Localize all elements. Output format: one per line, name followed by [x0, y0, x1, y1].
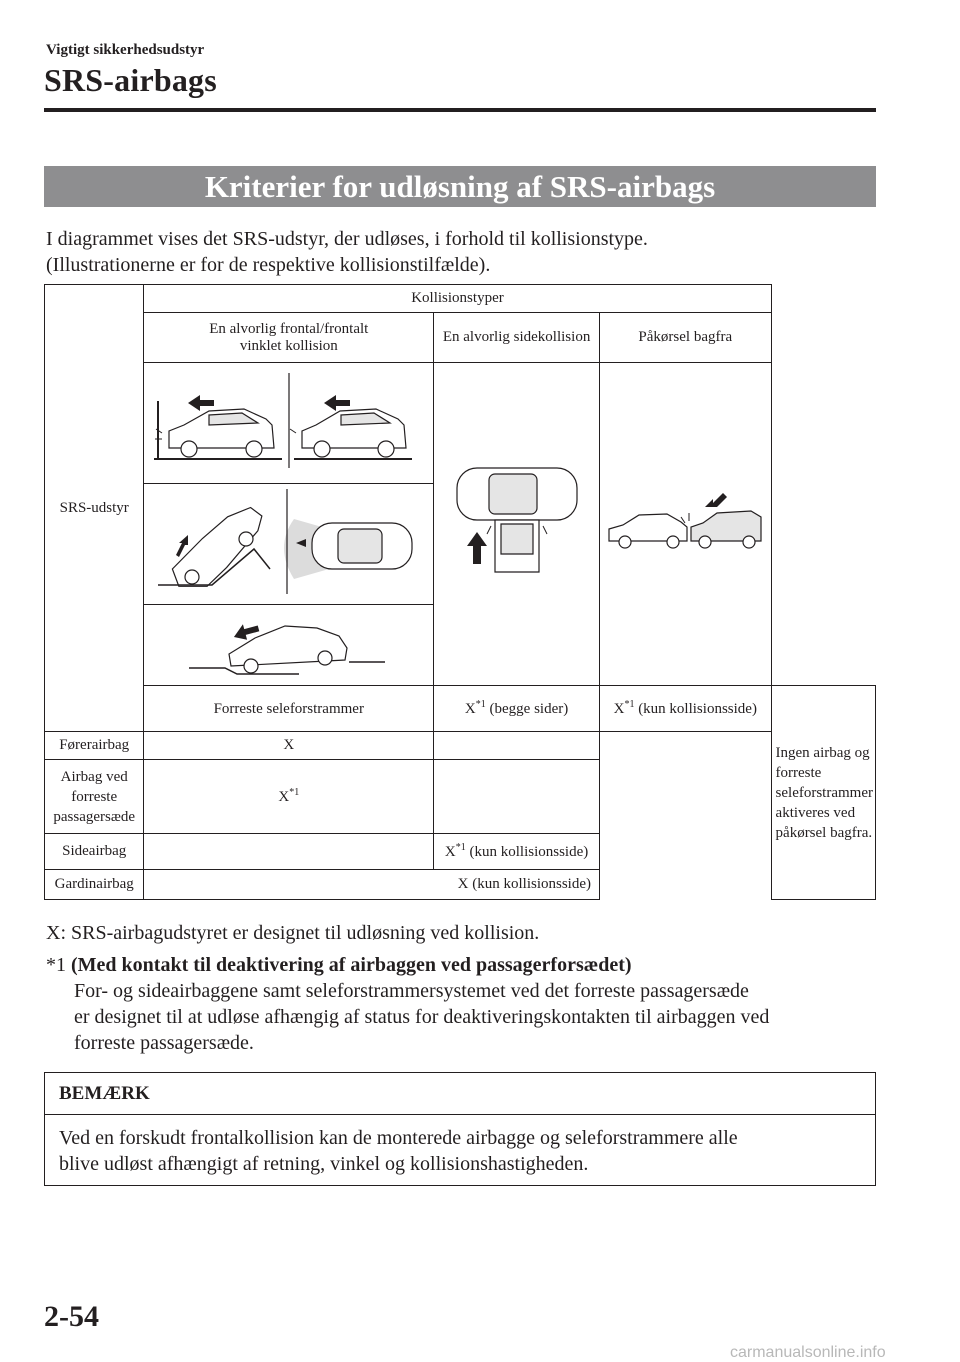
srs-equipment-header: SRS-udstyr [45, 285, 144, 732]
passenger-airbag-frontal: $X^{*1}$ [144, 760, 434, 834]
note-box [44, 1072, 876, 1186]
footnote-line-1: For- og sideairbaggene samt seleforstrammersystemet ved det forreste passagersæde [74, 980, 749, 1002]
frontal-illustration-2 [144, 484, 434, 605]
note-title: BEMÆRK [45, 1073, 875, 1115]
watermark: carmanualsonline.info [730, 1344, 886, 1361]
page-number: 2-54 [44, 1300, 99, 1333]
side-illustration [434, 363, 600, 686]
row-label-side-airbag: Sideairbag [45, 834, 144, 870]
driver-airbag-side [434, 732, 600, 760]
row-label-curtain-airbag: Gardinairbag [45, 870, 144, 900]
criteria-table [44, 284, 876, 900]
curtain-airbag-side: X (kun kollisionsside) [144, 870, 600, 900]
intro-text [46, 226, 648, 278]
header-side: En alvorlig sidekollision [434, 313, 600, 363]
note-line-2: blive udløst afhængigt af retning, vinkel og kollisionshastigheden. [59, 1153, 589, 1175]
side-airbag-side: $X^{*1}$ (kun kollisionsside) [434, 834, 600, 870]
header-divider [44, 108, 876, 112]
row-label-driver-airbag: Førerairbag [45, 732, 144, 760]
driver-airbag-frontal: X [144, 732, 434, 760]
frontal-illustration-3 [144, 605, 434, 686]
footnote-line-3: forreste passagersæde. [74, 1032, 254, 1054]
row-label-passenger-airbag: Airbag ved forreste passagersæde [45, 760, 144, 834]
page-title: SRS-airbags [44, 62, 217, 98]
pretensioner-side: $X^{*1}$ (kun kollisionsside) [600, 686, 772, 732]
intro-line-2: (Illustrationerne er for de respektive kollisionstilfælde). [46, 254, 491, 276]
note-body [45, 1115, 875, 1177]
header-rear: Påkørsel bagfra [600, 313, 772, 363]
footnote-title-line: *1 (Med kontakt til deaktivering af airbaggen ved passagerforsædet) [46, 954, 632, 976]
rear-illustration [600, 363, 772, 686]
frontal-illustration-1 [144, 363, 434, 484]
passenger-airbag-side [434, 760, 600, 834]
section-banner: Kriterier for udløsning af SRS-airbags [44, 166, 876, 207]
footnote [46, 952, 769, 1056]
collision-types-header: Kollisionstyper [144, 285, 771, 313]
section-label: Vigtigt sikkerhedsudstyr [46, 42, 205, 58]
note-line-1: Ved en forskudt frontalkollision kan de monterede airbagge og seleforstrammere alle [59, 1127, 738, 1149]
intro-line-1: I diagrammet vises det SRS-udstyr, der udløses, i forhold til kollisionstype. [46, 228, 648, 250]
pretensioner-frontal: $X^{*1}$ (begge sider) [434, 686, 600, 732]
footnote-line-2: er designet til at udløse afhængig af status for deaktiveringskontakten til airbaggen ved [74, 1006, 770, 1028]
row-label-pretensioner: Forreste seleforstrammer [144, 686, 434, 732]
side-airbag-frontal [144, 834, 434, 870]
legend-text: X: SRS-airbagudstyret er designet til udløsning ved kollision. [46, 922, 540, 944]
rear-collision-note: Ingen airbag og forreste seleforstrammer aktiveres ved påkørsel bagfra. [771, 686, 875, 900]
header-frontal: En alvorlig frontal/frontalt vinklet kollision [144, 313, 434, 363]
